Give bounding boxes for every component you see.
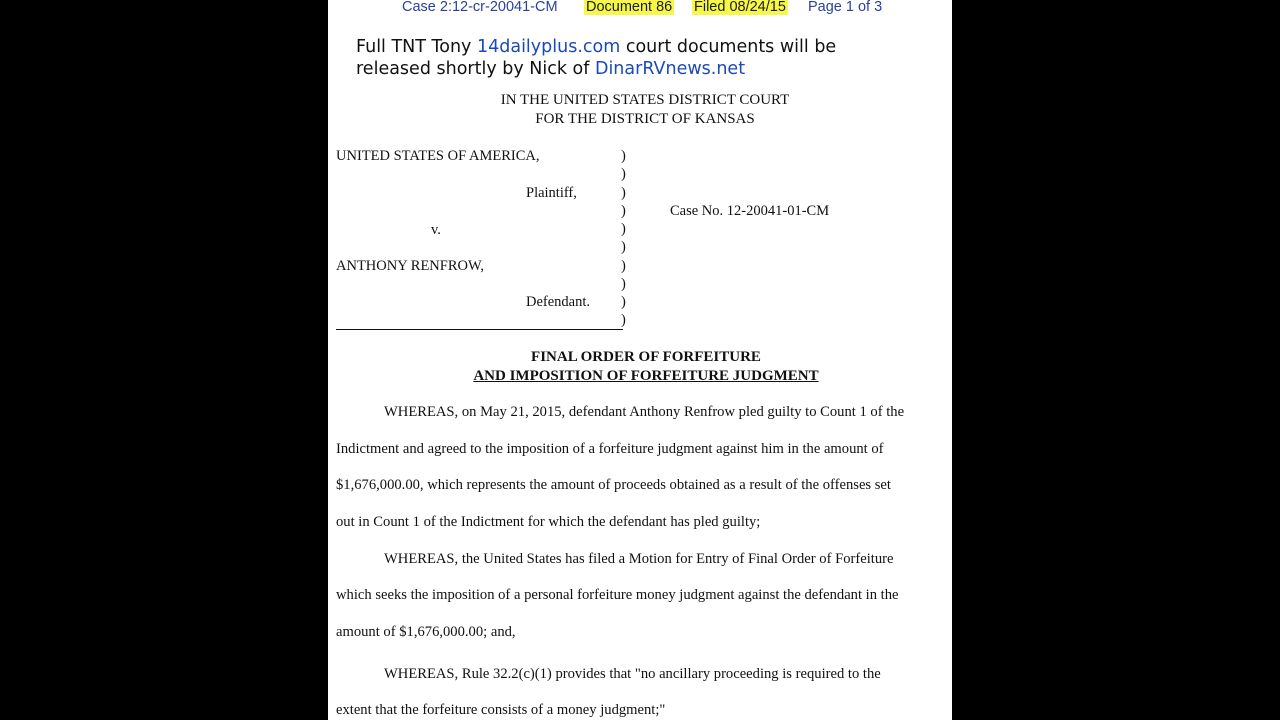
caption-paren: )	[621, 203, 626, 219]
caption-paren: )	[621, 276, 626, 292]
paragraph-1-line: Indictment and agreed to the imposition of a forfeiture judgment against him in the amount of	[336, 441, 884, 457]
court-name-line-1: IN THE UNITED STATES DISTRICT COURT	[500, 92, 790, 108]
banner-text: Full TNT Tony	[356, 37, 477, 57]
defendant-name: ANTHONY RENFROW,	[336, 258, 484, 274]
filed-date: Filed 08/24/15	[694, 0, 786, 15]
banner-text: court documents will be	[620, 37, 837, 57]
banner-line-1	[356, 36, 936, 58]
caption-paren: )	[621, 258, 626, 274]
page-indicator: Page 1 of 3	[808, 0, 883, 15]
caption-paren: )	[621, 239, 626, 255]
caption-paren: )	[621, 166, 626, 182]
plaintiff-role: Plaintiff,	[526, 185, 577, 201]
paragraph-3-line: WHEREAS, Rule 32.2(c)(1) provides that "no ancillary proceeding is required to the	[384, 666, 881, 682]
plaintiff-name: UNITED STATES OF AMERICA,	[336, 148, 540, 164]
paragraph-2-line: WHEREAS, the United States has filed a Motion for Entry of Final Order of Forfeiture	[384, 551, 894, 567]
order-title-line-1: FINAL ORDER OF FORFEITURE	[531, 349, 761, 365]
caption-paren: )	[621, 185, 626, 201]
caption-paren: )	[621, 148, 626, 164]
banner-text: released shortly by Nick of	[356, 59, 595, 79]
paragraph-3-line: extent that the forfeiture consists of a money judgment;"	[336, 702, 666, 718]
case-number: Case No. 12-20041-01-CM	[670, 203, 830, 219]
caption-rule	[336, 329, 623, 330]
ecf-header	[328, 0, 952, 16]
banner-line-2	[356, 58, 936, 80]
document-number: Document 86	[586, 0, 673, 15]
paragraph-1-line: out in Count 1 of the Indictment for which the defendant has pled guilty;	[336, 514, 761, 530]
caption-paren: )	[621, 294, 626, 310]
defendant-role: Defendant.	[526, 294, 591, 310]
versus: v.	[431, 222, 441, 238]
banner-link-dinarrvnews[interactable]: DinarRVnews.net	[594, 59, 746, 79]
paragraph-1-line: WHEREAS, on May 21, 2015, defendant Anthony Renfrow pled guilty to Count 1 of the	[384, 404, 905, 420]
paragraph-1-line: $1,676,000.00, which represents the amount of proceeds obtained as a result of the offenses set	[336, 477, 891, 493]
caption-paren: )	[621, 221, 626, 237]
overlay-banner	[356, 36, 936, 80]
document-page	[328, 0, 952, 720]
case-number-header: Case 2:12-cr-20041-CM	[402, 0, 558, 15]
court-name-line-2: FOR THE DISTRICT OF KANSAS	[535, 111, 755, 127]
caption-paren: )	[621, 312, 626, 328]
paragraph-2-line: amount of $1,676,000.00; and,	[336, 624, 516, 640]
order-title-line-2: AND IMPOSITION OF FORFEITURE JUDGMENT	[473, 368, 819, 384]
banner-link-14dailyplus[interactable]: 14dailyplus.com	[476, 37, 621, 57]
paragraph-2-line: which seeks the imposition of a personal forfeiture money judgment against the defendant in the	[336, 587, 899, 603]
